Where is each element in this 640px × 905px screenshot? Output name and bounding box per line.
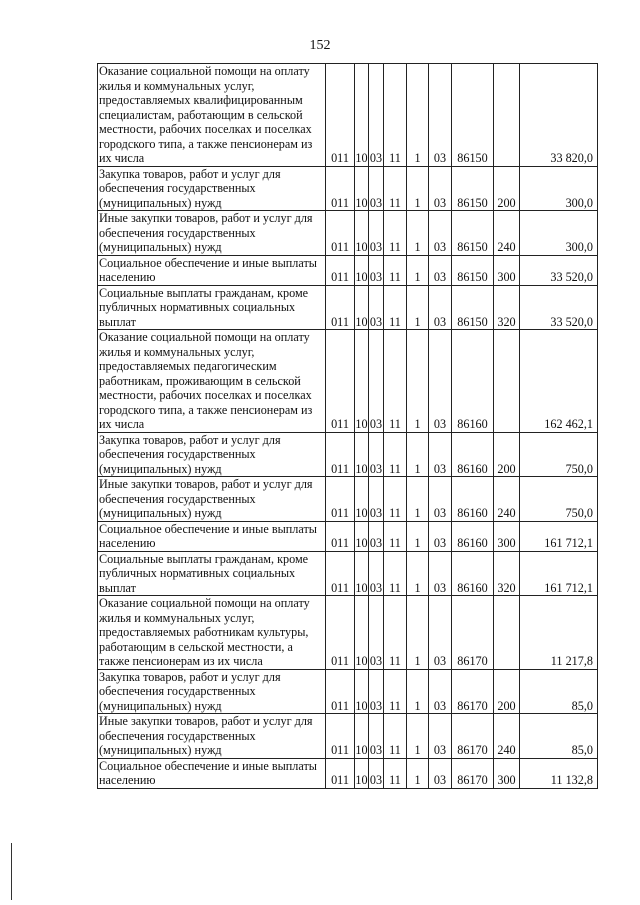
program-code: 11 (384, 211, 407, 256)
section-code: 10 (355, 166, 369, 211)
budget-table (97, 63, 598, 789)
table-row (98, 330, 598, 433)
table-row (98, 255, 598, 285)
section-code: 10 (355, 669, 369, 714)
subsection-code: 03 (369, 758, 384, 788)
subprogram-code: 1 (407, 758, 429, 788)
row-name: Оказание социальной помощи на оплату жилья и коммунальных услуг, предоставляемых педагогическим работникам, проживающим в сельской местности, рабочих поселках и поселках городского типа, а также пенсионерам из их числа (98, 330, 326, 433)
expense-type-code (494, 64, 520, 167)
section-code: 10 (355, 714, 369, 759)
margin-line (11, 843, 12, 900)
ministry-code: 011 (326, 211, 355, 256)
subsection-code: 03 (369, 521, 384, 551)
program-code: 11 (384, 166, 407, 211)
subprogram-code: 1 (407, 285, 429, 330)
activity-code: 03 (429, 521, 452, 551)
amount: 162 462,1 (520, 330, 598, 433)
expense-type-code: 240 (494, 714, 520, 759)
section-code: 10 (355, 255, 369, 285)
amount: 161 712,1 (520, 551, 598, 596)
direction-code: 86150 (452, 64, 494, 167)
activity-code: 03 (429, 64, 452, 167)
section-code: 10 (355, 551, 369, 596)
section-code: 10 (355, 330, 369, 433)
row-name: Иные закупки товаров, работ и услуг для обеспечения государственных (муниципальных) нужд (98, 211, 326, 256)
activity-code: 03 (429, 432, 452, 477)
subsection-code: 03 (369, 64, 384, 167)
amount: 161 712,1 (520, 521, 598, 551)
direction-code: 86160 (452, 432, 494, 477)
subprogram-code: 1 (407, 714, 429, 759)
amount: 750,0 (520, 432, 598, 477)
subprogram-code: 1 (407, 521, 429, 551)
table-row (98, 596, 598, 670)
direction-code: 86150 (452, 166, 494, 211)
amount: 11 217,8 (520, 596, 598, 670)
ministry-code: 011 (326, 166, 355, 211)
ministry-code: 011 (326, 432, 355, 477)
amount: 300,0 (520, 166, 598, 211)
amount: 33 820,0 (520, 64, 598, 167)
amount: 85,0 (520, 714, 598, 759)
expense-type-code: 320 (494, 285, 520, 330)
row-name: Социальное обеспечение и иные выплаты населению (98, 255, 326, 285)
subprogram-code: 1 (407, 255, 429, 285)
program-code: 11 (384, 432, 407, 477)
subprogram-code: 1 (407, 211, 429, 256)
table-row (98, 551, 598, 596)
expense-type-code (494, 596, 520, 670)
table-row (98, 211, 598, 256)
table-row (98, 521, 598, 551)
subprogram-code: 1 (407, 477, 429, 522)
table-row (98, 669, 598, 714)
ministry-code: 011 (326, 285, 355, 330)
table-row (98, 166, 598, 211)
program-code: 11 (384, 477, 407, 522)
expense-type-code: 240 (494, 477, 520, 522)
amount: 11 132,8 (520, 758, 598, 788)
subprogram-code: 1 (407, 669, 429, 714)
direction-code: 86170 (452, 596, 494, 670)
row-name: Социальные выплаты гражданам, кроме публичных нормативных социальных выплат (98, 285, 326, 330)
table-row (98, 477, 598, 522)
direction-code: 86170 (452, 714, 494, 759)
program-code: 11 (384, 330, 407, 433)
subsection-code: 03 (369, 669, 384, 714)
program-code: 11 (384, 285, 407, 330)
direction-code: 86170 (452, 758, 494, 788)
ministry-code: 011 (326, 551, 355, 596)
direction-code: 86150 (452, 255, 494, 285)
activity-code: 03 (429, 758, 452, 788)
expense-type-code: 240 (494, 211, 520, 256)
subprogram-code: 1 (407, 330, 429, 433)
program-code: 11 (384, 64, 407, 167)
direction-code: 86160 (452, 521, 494, 551)
expense-type-code: 300 (494, 521, 520, 551)
activity-code: 03 (429, 551, 452, 596)
direction-code: 86160 (452, 551, 494, 596)
table-body (98, 64, 598, 789)
activity-code: 03 (429, 255, 452, 285)
ministry-code: 011 (326, 477, 355, 522)
expense-type-code: 200 (494, 166, 520, 211)
subsection-code: 03 (369, 596, 384, 670)
row-name: Иные закупки товаров, работ и услуг для обеспечения государственных (муниципальных) нужд (98, 714, 326, 759)
row-name: Закупка товаров, работ и услуг для обеспечения государственных (муниципальных) нужд (98, 166, 326, 211)
program-code: 11 (384, 551, 407, 596)
amount: 33 520,0 (520, 255, 598, 285)
ministry-code: 011 (326, 758, 355, 788)
row-name: Закупка товаров, работ и услуг для обеспечения государственных (муниципальных) нужд (98, 669, 326, 714)
subprogram-code: 1 (407, 166, 429, 211)
amount: 300,0 (520, 211, 598, 256)
section-code: 10 (355, 432, 369, 477)
program-code: 11 (384, 758, 407, 788)
subprogram-code: 1 (407, 64, 429, 167)
table-row (98, 285, 598, 330)
row-name: Оказание социальной помощи на оплату жилья и коммунальных услуг, предоставляемых работникам культуры, работающим в сельской местности, а также пенсионерам из их числа (98, 596, 326, 670)
expense-type-code (494, 330, 520, 433)
expense-type-code: 200 (494, 432, 520, 477)
subsection-code: 03 (369, 477, 384, 522)
program-code: 11 (384, 669, 407, 714)
activity-code: 03 (429, 285, 452, 330)
subprogram-code: 1 (407, 432, 429, 477)
row-name: Закупка товаров, работ и услуг для обеспечения государственных (муниципальных) нужд (98, 432, 326, 477)
section-code: 10 (355, 521, 369, 551)
ministry-code: 011 (326, 714, 355, 759)
ministry-code: 011 (326, 521, 355, 551)
subsection-code: 03 (369, 551, 384, 596)
page-number: 152 (309, 38, 331, 53)
row-name: Социальные выплаты гражданам, кроме публичных нормативных социальных выплат (98, 551, 326, 596)
amount: 750,0 (520, 477, 598, 522)
activity-code: 03 (429, 477, 452, 522)
row-name: Иные закупки товаров, работ и услуг для обеспечения государственных (муниципальных) нужд (98, 477, 326, 522)
section-code: 10 (355, 285, 369, 330)
expense-type-code: 200 (494, 669, 520, 714)
activity-code: 03 (429, 166, 452, 211)
subprogram-code: 1 (407, 551, 429, 596)
program-code: 11 (384, 596, 407, 670)
amount: 85,0 (520, 669, 598, 714)
ministry-code: 011 (326, 596, 355, 670)
expense-type-code: 300 (494, 758, 520, 788)
ministry-code: 011 (326, 255, 355, 285)
row-name: Социальное обеспечение и иные выплаты населению (98, 758, 326, 788)
subsection-code: 03 (369, 255, 384, 285)
program-code: 11 (384, 521, 407, 551)
activity-code: 03 (429, 669, 452, 714)
amount: 33 520,0 (520, 285, 598, 330)
direction-code: 86160 (452, 477, 494, 522)
subsection-code: 03 (369, 432, 384, 477)
table-row (98, 432, 598, 477)
section-code: 10 (355, 477, 369, 522)
row-name: Оказание социальной помощи на оплату жилья и коммунальных услуг, предоставляемых квалифицированным специалистам, работающим в сельской местности, рабочих поселках и поселках городского типа, а также пенсионерам из их числа (98, 64, 326, 167)
expense-type-code: 320 (494, 551, 520, 596)
activity-code: 03 (429, 596, 452, 670)
direction-code: 86170 (452, 669, 494, 714)
program-code: 11 (384, 714, 407, 759)
row-name: Социальное обеспечение и иные выплаты населению (98, 521, 326, 551)
activity-code: 03 (429, 211, 452, 256)
table-row (98, 714, 598, 759)
table-row (98, 64, 598, 167)
subsection-code: 03 (369, 714, 384, 759)
ministry-code: 011 (326, 669, 355, 714)
section-code: 10 (355, 64, 369, 167)
activity-code: 03 (429, 714, 452, 759)
subsection-code: 03 (369, 330, 384, 433)
activity-code: 03 (429, 330, 452, 433)
direction-code: 86150 (452, 285, 494, 330)
subsection-code: 03 (369, 166, 384, 211)
subprogram-code: 1 (407, 596, 429, 670)
program-code: 11 (384, 255, 407, 285)
ministry-code: 011 (326, 330, 355, 433)
section-code: 10 (355, 596, 369, 670)
table-row (98, 758, 598, 788)
subsection-code: 03 (369, 285, 384, 330)
direction-code: 86150 (452, 211, 494, 256)
ministry-code: 011 (326, 64, 355, 167)
direction-code: 86160 (452, 330, 494, 433)
subsection-code: 03 (369, 211, 384, 256)
section-code: 10 (355, 758, 369, 788)
expense-type-code: 300 (494, 255, 520, 285)
section-code: 10 (355, 211, 369, 256)
